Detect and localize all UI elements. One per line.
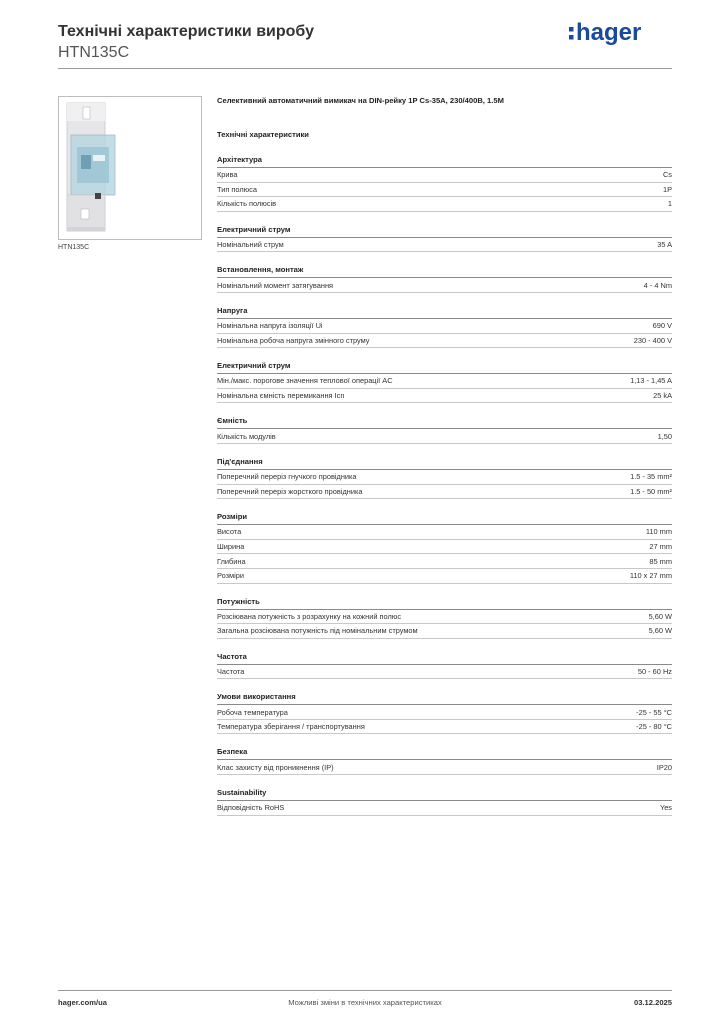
spec-group-title: Безпека bbox=[217, 747, 672, 760]
spec-row bbox=[217, 238, 672, 253]
spec-label: Номінальна робоча напруга змінного струму bbox=[217, 335, 370, 345]
page-footer bbox=[58, 994, 672, 1014]
spec-row bbox=[217, 665, 672, 680]
hager-logo bbox=[568, 18, 658, 48]
spec-row bbox=[217, 554, 672, 569]
spec-label: Клас захисту від проникнення (IP) bbox=[217, 762, 334, 772]
spec-value: 85 mm bbox=[649, 556, 672, 566]
spec-value: 110 x 27 mm bbox=[629, 571, 672, 581]
spec-label: Розміри bbox=[217, 571, 244, 581]
spec-row bbox=[217, 624, 672, 639]
spec-label: Частота bbox=[217, 666, 245, 676]
spec-label: Висота bbox=[217, 527, 242, 537]
spec-value: 1,50 bbox=[657, 431, 672, 441]
spec-group bbox=[217, 155, 672, 212]
spec-value: 1 bbox=[667, 199, 672, 209]
spec-label: Тип полюса bbox=[217, 184, 257, 194]
spec-row bbox=[217, 389, 672, 404]
spec-group bbox=[217, 788, 672, 816]
logo-dot-top bbox=[569, 27, 574, 32]
breaker-illustration bbox=[59, 97, 201, 239]
spec-groups bbox=[217, 155, 672, 816]
spec-row bbox=[217, 334, 672, 349]
spec-group-title: Умови використання bbox=[217, 692, 672, 705]
spec-group bbox=[217, 306, 672, 348]
spec-value: Yes bbox=[659, 803, 672, 813]
spec-label: Поперечний переріз гнучкого провідника bbox=[217, 472, 357, 482]
spec-group-title: Архітектура bbox=[217, 155, 672, 168]
page-title: Технічні характеристики виробу bbox=[58, 23, 314, 40]
spec-value: 25 kA bbox=[653, 391, 672, 401]
spec-group bbox=[217, 361, 672, 403]
spec-value: 1,13 - 1,45 A bbox=[630, 376, 672, 386]
spec-group-title: Потужність bbox=[217, 597, 672, 610]
spec-row bbox=[217, 760, 672, 775]
spec-group bbox=[217, 416, 672, 444]
spec-group-title: Sustainability bbox=[217, 788, 672, 801]
spec-row bbox=[217, 319, 672, 334]
spec-group-title: Частота bbox=[217, 652, 672, 665]
spec-group bbox=[217, 597, 672, 639]
product-code: HTN135C bbox=[58, 44, 130, 61]
spec-value: 27 mm bbox=[649, 542, 672, 552]
spec-group-title: Встановлення, монтаж bbox=[217, 265, 672, 278]
spec-value: 1.5 - 50 mm² bbox=[630, 486, 672, 496]
spec-row bbox=[217, 374, 672, 389]
spec-group-title: Розміри bbox=[217, 512, 672, 525]
spec-label: Глибина bbox=[217, 556, 246, 566]
spec-label: Відповідність RoHS bbox=[217, 803, 285, 813]
spec-value: 5,60 W bbox=[648, 626, 672, 636]
spec-label: Розсіювана потужність з розрахунку на кожний полюс bbox=[217, 611, 402, 621]
spec-row bbox=[217, 525, 672, 540]
spec-group-title: Напруга bbox=[217, 306, 672, 319]
footer-date: 03.12.2025 bbox=[633, 998, 672, 1007]
product-image bbox=[58, 96, 202, 240]
spec-value: 50 - 60 Hz bbox=[637, 666, 672, 676]
spec-row bbox=[217, 569, 672, 584]
section-heading: Технічні характеристики bbox=[217, 130, 309, 139]
spec-value: 690 V bbox=[652, 321, 672, 331]
spec-label: Мін./макс. порогове значення теплової операції AC bbox=[217, 376, 393, 386]
spec-label: Номінальна напруга ізоляції Ui bbox=[217, 321, 323, 331]
spec-row bbox=[217, 720, 672, 735]
spec-value: -25 - 55 °C bbox=[636, 707, 672, 717]
spec-label: Кількість полюсів bbox=[217, 199, 277, 209]
spec-value: 230 - 400 V bbox=[633, 335, 672, 345]
spec-group bbox=[217, 512, 672, 583]
footer-website[interactable]: hager.com/ua bbox=[58, 998, 107, 1007]
spec-label: Загальна розсіювана потужність під номінальним струмом bbox=[217, 626, 418, 636]
spec-label: Крива bbox=[217, 170, 238, 180]
spec-label: Номінальна ємність перемикання Icn bbox=[217, 391, 345, 401]
spec-value: -25 - 80 °C bbox=[636, 722, 672, 732]
spec-group bbox=[217, 747, 672, 775]
spec-label: Робоча температура bbox=[217, 707, 288, 717]
spec-group-title: Під'єднання bbox=[217, 457, 672, 470]
spec-group bbox=[217, 265, 672, 293]
spec-label: Поперечний переріз жорсткого провідника bbox=[217, 486, 363, 496]
spec-content bbox=[217, 96, 672, 816]
spec-value: 5,60 W bbox=[648, 611, 672, 621]
spec-row bbox=[217, 485, 672, 500]
spec-row bbox=[217, 183, 672, 198]
spec-group-title: Електричний струм bbox=[217, 361, 672, 374]
spec-label: Номінальний струм bbox=[217, 240, 284, 250]
spec-row bbox=[217, 470, 672, 485]
spec-label: Кількість модулів bbox=[217, 431, 276, 441]
spec-value: 1P bbox=[662, 184, 672, 194]
product-description: Селективний автоматичний вимикач на DIN-рейку 1P Cs-35A, 230/400В, 1.5M bbox=[217, 96, 504, 105]
logo-wordmark: hager bbox=[576, 19, 642, 46]
spec-group bbox=[217, 225, 672, 253]
spec-row bbox=[217, 705, 672, 720]
page-header bbox=[58, 22, 314, 63]
spec-label: Температура зберігання / транспортування bbox=[217, 722, 365, 732]
spec-value: 1.5 - 35 mm² bbox=[630, 472, 672, 482]
footer-disclaimer: Можливі зміни в технічних характеристиках bbox=[288, 998, 442, 1007]
spec-group-title: Ємність bbox=[217, 416, 672, 429]
spec-value: 35 A bbox=[657, 240, 672, 250]
spec-value: 110 mm bbox=[645, 527, 672, 537]
spec-row bbox=[217, 168, 672, 183]
spec-value: IP20 bbox=[656, 762, 672, 772]
spec-label: Номінальний момент затягування bbox=[217, 280, 334, 290]
spec-row bbox=[217, 540, 672, 555]
spec-row bbox=[217, 278, 672, 293]
spec-row bbox=[217, 801, 672, 816]
spec-value: 4 - 4 Nm bbox=[643, 280, 672, 290]
spec-value: Cs bbox=[662, 170, 672, 180]
spec-label: Ширина bbox=[217, 542, 245, 552]
product-image-caption: HTN135C bbox=[58, 244, 90, 251]
spec-row bbox=[217, 610, 672, 625]
spec-group bbox=[217, 457, 672, 499]
header-divider bbox=[58, 68, 672, 69]
spec-row bbox=[217, 429, 672, 444]
logo-dot-bottom bbox=[569, 35, 574, 40]
footer-divider bbox=[58, 990, 672, 991]
spec-group bbox=[217, 692, 672, 734]
spec-group bbox=[217, 652, 672, 680]
spec-row bbox=[217, 197, 672, 212]
spec-group-title: Електричний струм bbox=[217, 225, 672, 238]
